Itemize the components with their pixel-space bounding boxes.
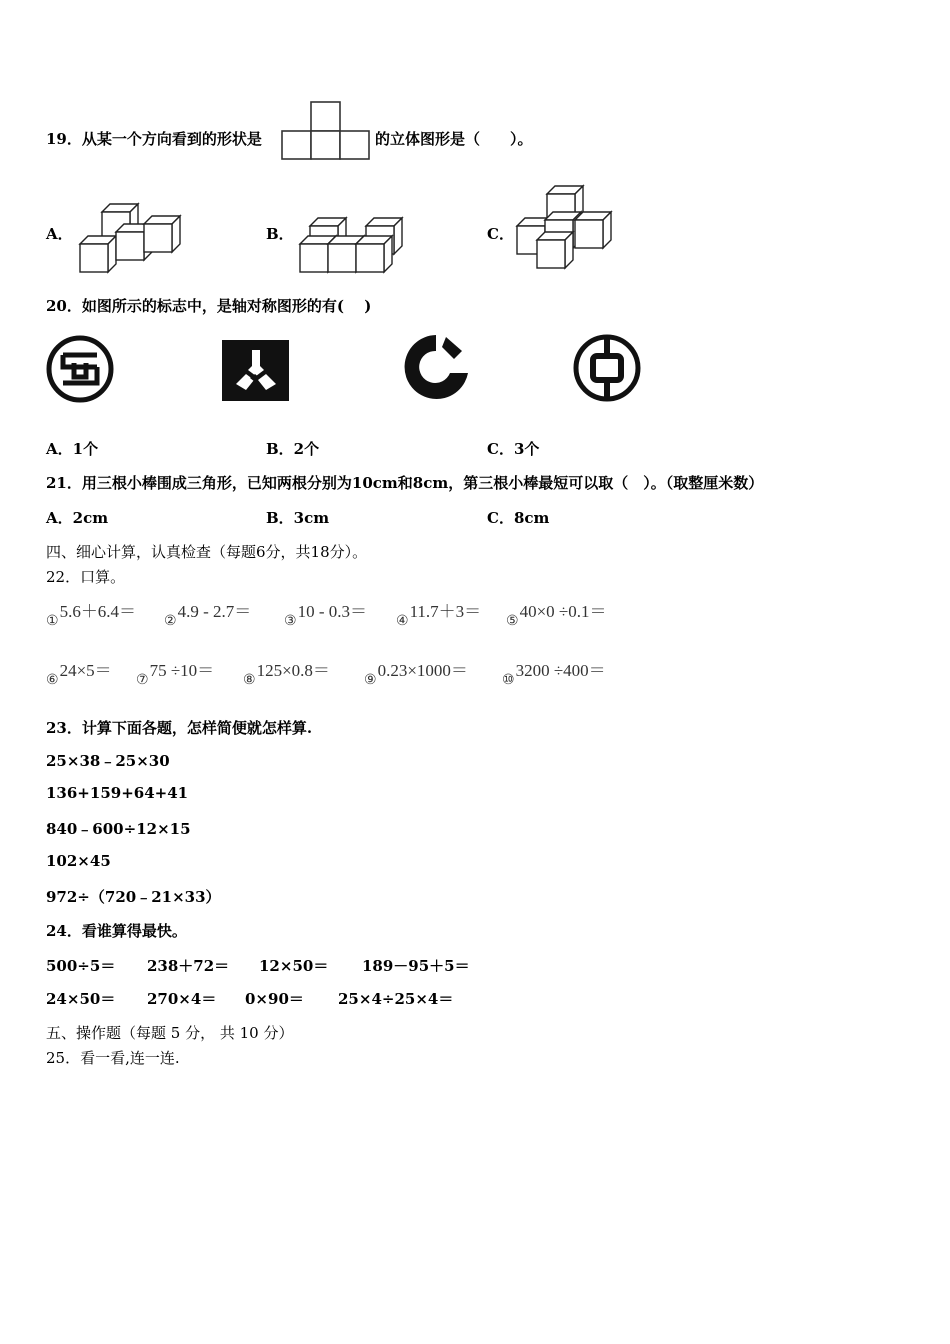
option-c-figure [517, 184, 617, 272]
quick-calc-item: 25×4÷25×4＝ [338, 990, 454, 1008]
q21-option-c[interactable]: C．8cm [487, 509, 550, 527]
q20-option-a[interactable]: A．1个 [46, 440, 99, 458]
oral-calc-item: $_③$10 - 0.3＝ [284, 602, 367, 629]
quick-calc-item: 270×4＝ [147, 990, 217, 1008]
oral-calc-item: $_⑩$3200 ÷400＝ [502, 661, 606, 688]
q24-title: 24．看谁算得最快。 [46, 922, 187, 940]
q20-option-b[interactable]: B．2个 [266, 440, 320, 458]
q19-suffix: 的立体图形是（ ）。 [375, 130, 533, 148]
oral-calc-item: $_④$11.7＋3＝ [396, 602, 482, 629]
option-a-figure [80, 200, 190, 275]
calc-item: 25×38﹣25×30 [46, 752, 170, 770]
oral-calc-item: $_⑤$40×0 ÷0.1＝ [506, 602, 607, 629]
quick-calc-item: 189－95＋5＝ [362, 957, 470, 975]
section-4-title: 四、细心计算，认真检查（每题6分，共18分）。 [46, 543, 368, 561]
section-5-title: 五、操作题（每题 5 分， 共 10 分） [46, 1024, 294, 1042]
oral-calc-item: $_①$5.6＋6.4＝ [46, 602, 137, 629]
quick-calc-item: 238＋72＝ [147, 957, 230, 975]
q21-question: 21．用三根小棒围成三角形，已知两根分别为10cm和8cm，第三根小棒最短可以取（ ）。（取整厘米数） [46, 474, 764, 492]
logo-industrial-commercial-bank-icon [44, 333, 116, 405]
q23-title: 23．计算下面各题，怎样简便就怎样算. [46, 719, 313, 737]
q19-prefix: 19．从某一个方向看到的形状是 [46, 130, 262, 148]
calc-item: 102×45 [46, 852, 111, 870]
q22-title: 22．口算。 [46, 568, 126, 586]
quick-calc-item: 500÷5＝ [46, 957, 116, 975]
calc-item: 972÷（720﹣21×33） [46, 888, 221, 906]
q21-option-a[interactable]: A．2cm [46, 509, 109, 527]
oral-calc-item: $_②$4.9 - 2.7＝ [164, 602, 252, 629]
quick-calc-item: 12×50＝ [259, 957, 329, 975]
quick-calc-item: 0×90＝ [245, 990, 304, 1008]
q20-question: 20．如图所示的标志中，是轴对称图形的有( ) [46, 297, 372, 315]
q19-option-c[interactable]: C． [487, 225, 514, 243]
q21-option-b[interactable]: B．3cm [266, 509, 330, 527]
calc-item: 136+159+64+41 [46, 784, 189, 802]
q19-option-b[interactable]: B． [266, 225, 294, 243]
front-view-figure [282, 100, 372, 160]
logo-agricultural-bank-icon [402, 333, 470, 401]
oral-calc-item: $_⑥$24×5＝ [46, 661, 112, 688]
q20-option-c[interactable]: C．3个 [487, 440, 540, 458]
oral-calc-item: $_⑨$0.23×1000＝ [364, 661, 468, 688]
logo-bank-of-china-icon [572, 333, 642, 403]
oral-calc-item: $_⑧$125×0.8＝ [243, 661, 330, 688]
quick-calc-item: 24×50＝ [46, 990, 116, 1008]
q25-title: 25．看一看,连一连. [46, 1049, 180, 1067]
option-b-figure [300, 214, 410, 276]
calc-item: 840﹣600÷12×15 [46, 820, 191, 838]
oral-calc-item: $_⑦$75 ÷10＝ [136, 661, 215, 688]
logo-construction-bank-icon [222, 340, 290, 402]
q19-option-a[interactable]: A． [46, 225, 73, 243]
